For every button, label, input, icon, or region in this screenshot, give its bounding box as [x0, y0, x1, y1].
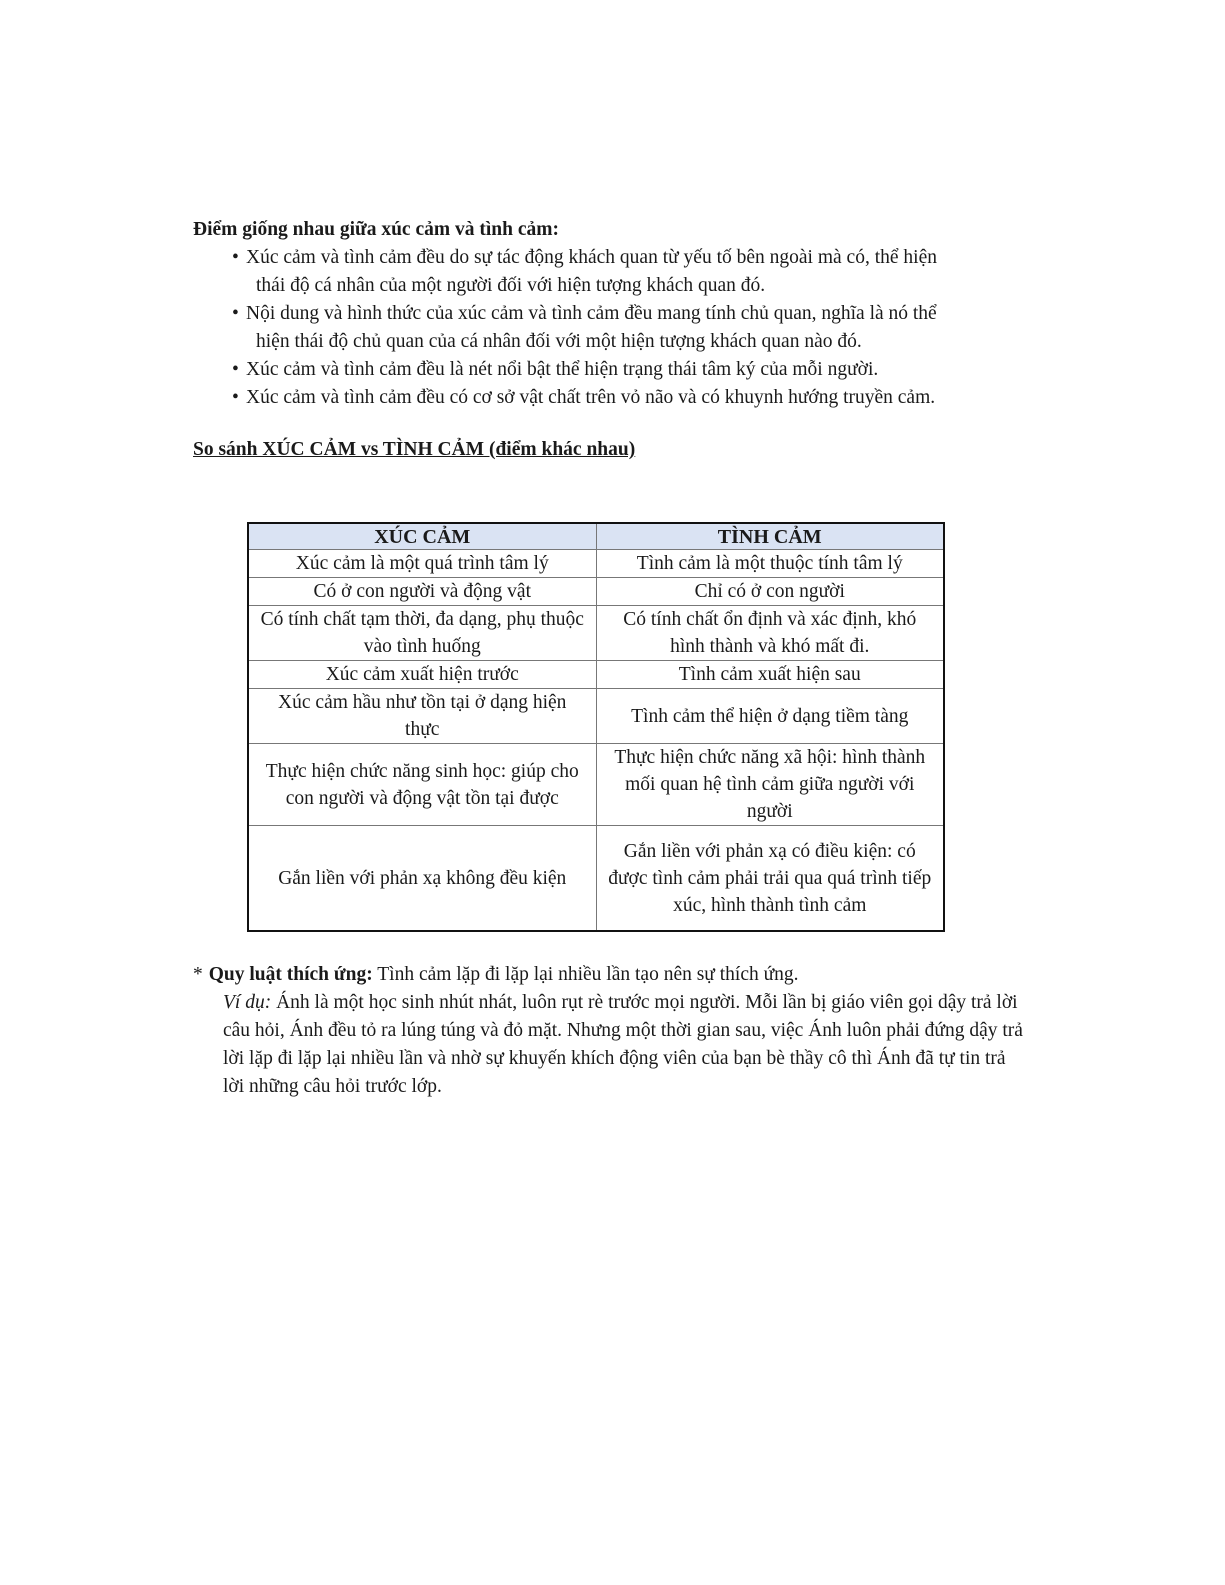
list-item: [232, 244, 1002, 300]
example-text: Ánh là một học sinh nhút nhát, luôn rụt rè trước mọi người. Mỗi lần bị giáo viên gọi dậy trả lời câu hỏi, Ánh đều tỏ ra lúng túng và đỏ mặt. Nhưng một thời gian sau, việc Ánh luôn phải đứng dậy trả lời lặp đi lặp lại nhiều lần và nhờ sự khuyến khích động viên của bạn bè thầy cô thì Ánh đã tự tin trả lời những câu hỏi trước lớp.: [223, 992, 1023, 1097]
bullet-text-line: thái độ cá nhân của một người đối với hiện tượng khách quan đó.: [256, 275, 766, 296]
table-cell: Xúc cảm là một quá trình tâm lý: [248, 550, 596, 578]
bullet-icon: •: [232, 303, 239, 324]
table-cell: Thực hiện chức năng sinh học: giúp cho con người và động vật tồn tại được: [248, 744, 596, 826]
list-item: [232, 384, 1002, 412]
table-cell: Tình cảm thể hiện ở dạng tiềm tàng: [596, 689, 944, 744]
table-cell: Chỉ có ở con người: [596, 578, 944, 606]
table-cell: Có tính chất ổn định và xác định, khó hình thành và khó mất đi.: [596, 606, 944, 661]
bullet-icon: •: [232, 247, 239, 268]
list-item: [232, 356, 1002, 384]
table-row: [248, 661, 944, 689]
bullet-text-line: Xúc cảm và tình cảm đều có cơ sở vật chất trên vỏ não và có khuynh hướng truyền cảm.: [246, 387, 936, 408]
bullet-icon: •: [232, 359, 239, 380]
bullet-text-line: Xúc cảm và tình cảm đều là nét nổi bật thể hiện trạng thái tâm ký của mỗi người.: [246, 359, 879, 380]
similarity-heading: Điểm giống nhau giữa xúc cảm và tình cảm:: [193, 219, 559, 240]
table-cell: Có ở con người và động vật: [248, 578, 596, 606]
table-cell: Tình cảm xuất hiện sau: [596, 661, 944, 689]
asterisk-marker: *: [193, 964, 203, 985]
table-cell: Gắn liền với phản xạ không đều kiện: [248, 826, 596, 932]
table-row: [248, 826, 944, 932]
example-paragraph: [193, 989, 1023, 1101]
comparison-table: [247, 522, 945, 932]
table-row: [248, 606, 944, 661]
bullet-icon: •: [232, 387, 239, 408]
table-cell: Gắn liền với phản xạ có điều kiện: có được tình cảm phải trải qua quá trình tiếp xúc, hình thành tình cảm: [596, 826, 944, 932]
column-header-emotion: XÚC CẢM: [248, 523, 596, 550]
law-name: Quy luật thích ứng:: [208, 964, 373, 985]
law-text: Tình cảm lặp đi lặp lại nhiều lần tạo nên sự thích ứng.: [377, 964, 799, 985]
comparison-heading: So sánh XÚC CẢM vs TÌNH CẢM (điểm khác nhau): [193, 439, 636, 460]
table-header-row: [248, 523, 944, 550]
table-row: [248, 744, 944, 826]
column-header-feeling: TÌNH CẢM: [596, 523, 944, 550]
similarity-list: [232, 244, 1002, 412]
table-cell: Có tính chất tạm thời, đa dạng, phụ thuộc vào tình huống: [248, 606, 596, 661]
table-cell: Thực hiện chức năng xã hội: hình thành mối quan hệ tình cảm giữa người với người: [596, 744, 944, 826]
table-cell: Xúc cảm hầu như tồn tại ở dạng hiện thực: [248, 689, 596, 744]
example-label: Ví dụ:: [223, 992, 272, 1013]
law-statement: [193, 961, 1023, 989]
bullet-text-line: hiện thái độ chủ quan của cá nhân đối với một hiện tượng khách quan nào đó.: [256, 331, 862, 352]
table-row: [248, 578, 944, 606]
bullet-text-line: Nội dung và hình thức của xúc cảm và tình cảm đều mang tính chủ quan, nghĩa là nó thể: [246, 303, 937, 324]
table-cell: Xúc cảm xuất hiện trước: [248, 661, 596, 689]
table-row: [248, 689, 944, 744]
bullet-text-line: Xúc cảm và tình cảm đều do sự tác động khách quan từ yếu tố bên ngoài mà có, thể hiện: [246, 247, 937, 268]
list-item: [232, 300, 1002, 356]
adaptation-law-section: [193, 961, 1023, 1101]
table-row: [248, 550, 944, 578]
table-cell: Tình cảm là một thuộc tính tâm lý: [596, 550, 944, 578]
